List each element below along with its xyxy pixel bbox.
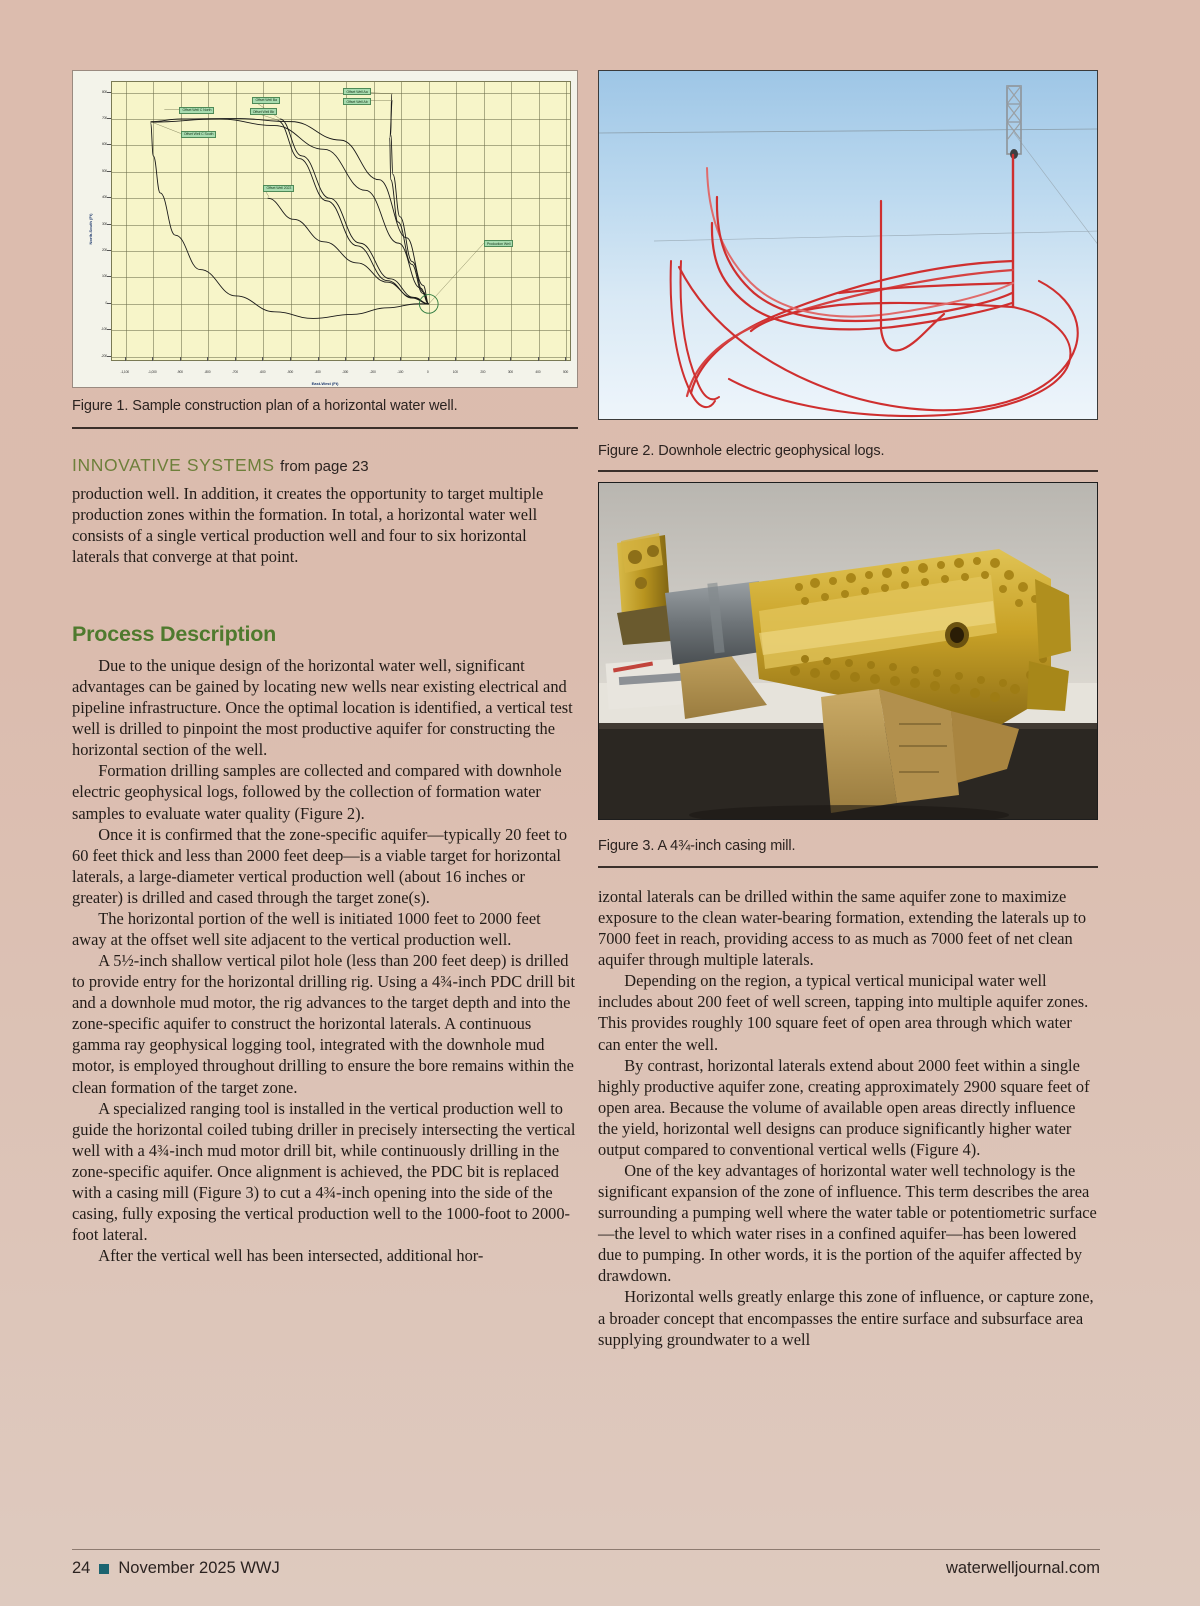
chart-x-tick-mark <box>318 357 319 361</box>
paragraph: Depending on the region, a typical vertical municipal water well includes about 200 feet of well screen, tapping into multiple aquifer zones. This provides roughly 100 square feet of open area through which water can enter the well. <box>598 971 1089 1054</box>
paragraph: A specialized ranging tool is installed in the vertical production well to guide the horizontal coiled tubing driller in precisely intersecting the vertical well with a 4¾-inch mud motor drill bit, while continuously drilling in the zone-specific aquifer. Once alignment is achieved, the PDC bit is replaced with a casing mill (Figure 3) to cut a 4¾-inch opening into the side of the casing, fully exposing the vertical production well to the 1000-foot to 2000-foot lateral. <box>72 1098 576 1245</box>
kicker-section-label: INNOVATIVE SYSTEMS <box>72 455 275 475</box>
chart-callout-label: Offset Well 2023 <box>263 185 294 192</box>
chart-callout-label: Offset Well C North <box>179 107 214 114</box>
chart-x-tick-label: -800 <box>204 370 211 374</box>
figure-3-caption: Figure 3. A 4¾-inch casing mill. <box>598 838 796 854</box>
chart-y-tick-label: -200 <box>101 353 107 358</box>
chart-y-tick-label: 100 <box>101 274 107 279</box>
paragraph: Formation drilling samples are collected and compared with downhole electric geophysical logs, followed by the collection of formation water samples to evaluate water quality (Figure 2). <box>72 761 562 823</box>
chart-series-path <box>151 118 429 303</box>
chart-x-tick-label: -500 <box>287 370 294 374</box>
chart-y-tick-label: -100 <box>101 327 107 332</box>
figure-3-svg <box>599 483 1098 820</box>
figure-1-chart <box>72 70 578 388</box>
chart-x-tick-mark <box>345 357 346 361</box>
paragraph: After the vertical well has been intersected, additional hor- <box>98 1246 484 1266</box>
chart-x-tick-mark <box>125 357 126 361</box>
chart-y-axis-title: North-South (Ft) <box>87 213 93 245</box>
chart-y-tick-mark <box>107 197 111 198</box>
figure-3-casing-mill-photo <box>598 482 1098 820</box>
figure-2-rule <box>598 470 1098 472</box>
chart-y-tick-label: 700 <box>101 115 107 120</box>
figure-2-caption: Figure 2. Downhole electric geophysical logs. <box>598 443 885 459</box>
chart-callout-label: Offset Well C South <box>181 131 217 138</box>
chart-x-tick-label: -400 <box>314 370 321 374</box>
chart-series-path <box>151 119 429 304</box>
chart-x-tick-mark <box>180 357 181 361</box>
chart-series-path <box>390 100 429 303</box>
chart-x-tick-label: -1,100 <box>120 370 129 374</box>
paragraph: One of the key advantages of horizontal water well technology is the significant expansion of the zone of influence. This term describes the area surrounding a pumping well where the water table or potentiometric surface—the level to which water rises in a confined aquifer—has been lowered due to pumping. In other words, it is the portion of the aquifer affected by drawdown. <box>598 1161 1097 1286</box>
chart-x-tick-label: 500 <box>562 370 569 374</box>
chart-x-tick-mark <box>262 357 263 361</box>
paragraph: Due to the unique design of the horizontal water well, significant advantages can be gained by locating new wells near existing electrical and pipeline infrastructure. Once the optimal location is identified, a vertical test well is drilled to pinpoint the most productive aquifer for constructing the horizontal section of the well. <box>72 656 573 760</box>
chart-y-tick-label: 500 <box>101 168 107 173</box>
paragraph: A 5½-inch shallow vertical pilot hole (less than 200 feet deep) is drilled to provide entry for the horizontal drilling rig. Using a 4¾-inch PDC drill bit and a downhole mud motor, the rig advances to the target depth and into the zone-specific aquifer to construct the horizontal laterals. A continuous gamma ray geophysical logging tool, integrated with the downhole mud motor, is employed throughout drilling to ensure the bore remains within the clean formation of the target zone. <box>72 951 576 1097</box>
chart-y-tick-mark <box>107 144 111 145</box>
figure-1-caption: Figure 1. Sample construction plan of a horizontal water well. <box>72 398 458 414</box>
chart-y-tick-mark <box>107 118 111 119</box>
footer-rule <box>72 1549 1100 1550</box>
chart-y-tick-mark <box>105 300 111 305</box>
section-kicker <box>72 455 369 476</box>
drilling-derrick-icon <box>1007 86 1021 159</box>
chart-callout-label: Offset Well Ab <box>343 98 370 105</box>
chart-x-tick-label: 400 <box>535 370 541 374</box>
chart-callout-leader <box>429 243 484 304</box>
figure-3-rule <box>598 866 1098 868</box>
figure-1-rule <box>72 427 578 429</box>
chart-x-tick-label: -1,000 <box>148 370 157 374</box>
chart-y-tick-label: 800 <box>101 89 107 94</box>
figure-2-svg <box>599 71 1098 420</box>
chart-y-tick-mark <box>107 250 111 251</box>
chart-x-tick-label: -700 <box>231 370 238 374</box>
left-column-intro <box>72 483 578 567</box>
footer-left <box>72 1559 280 1578</box>
chart-x-tick-label: -200 <box>369 370 376 374</box>
square-bullet-icon <box>99 1564 109 1574</box>
chart-y-tick-mark <box>107 92 111 93</box>
paragraph: Once it is confirmed that the zone-specific aquifer—typically 20 feet to 60 feet thick and less than 2000 feet deep—is a viable target for horizontal laterals, a large-diameter vertical production well (about 16 inches or greater) is drilled and cased through the target zone(s). <box>72 824 568 907</box>
chart-series-path <box>151 123 429 318</box>
chart-x-tick-label: -300 <box>342 370 349 374</box>
chart-callout-label: Offset Well Bb <box>250 108 277 115</box>
left-column-body <box>72 655 578 1266</box>
paragraph: By contrast, horizontal laterals extend about 2000 feet within a single highly productive aquifer zone, creating approximately 2900 square feet of open area. Because the volume of available open areas directly influence the yield, horizontal well designs can produce significantly higher water output compared to conventional vertical wells (Figure 4). <box>598 1055 1090 1159</box>
paragraph: The horizontal portion of the well is initiated 1000 feet to 2000 feet away at the offset well site adjacent to the vertical production well. <box>72 908 541 950</box>
chart-x-tick-mark <box>235 357 236 361</box>
page-number: 24 <box>72 1559 91 1577</box>
chart-x-axis-title: East-West (Ft) <box>311 381 339 386</box>
right-column-body <box>598 886 1098 1350</box>
chart-x-tick-mark <box>207 357 208 361</box>
chart-x-tick-label: -100 <box>397 370 404 374</box>
chart-x-tick-mark <box>483 357 484 361</box>
chart-series-path <box>280 119 429 304</box>
chart-x-tick-label: -600 <box>259 370 266 374</box>
chart-callout-label: Offset Well Ba <box>252 97 279 104</box>
chart-x-tick-label: 0 <box>426 370 429 374</box>
chart-x-tick-label: 200 <box>480 370 486 374</box>
paragraph: izontal laterals can be drilled within the same aquifer zone to maximize exposure to the clean water-bearing formation, extending the laterals up to 7000 feet in reach, providing access to as much as 7000 feet of net clean aquifer through multiple laterals. <box>598 887 1087 970</box>
chart-y-tick-label: 300 <box>101 221 107 226</box>
kicker-continued-label: from page 23 <box>280 458 369 475</box>
chart-y-tick-label: 200 <box>101 248 107 253</box>
chart-x-tick-mark <box>152 357 153 361</box>
chart-y-tick-label: 0 <box>105 300 107 305</box>
chart-x-tick-mark <box>400 357 401 361</box>
chart-y-tick-mark <box>107 171 111 172</box>
chart-x-tick-mark <box>510 357 511 361</box>
figure-2-geophysical-logs <box>598 70 1098 420</box>
chart-x-tick-label: -900 <box>176 370 183 374</box>
paragraph: production well. In addition, it creates the opportunity to target multiple production zones within the formation. In total, a horizontal water well consists of a single vertical production well and four to six horizontal laterals that converge at that point. <box>72 484 544 567</box>
paragraph: Horizontal wells greatly enlarge this zone of influence, or capture zone, a broader concept that encompasses the entire surface and subsurface area supplying groundwater to a well <box>598 1287 1094 1349</box>
chart-series-path <box>391 94 429 304</box>
chart-x-tick-mark <box>565 357 566 361</box>
chart-y-tick-label: 400 <box>101 195 107 200</box>
chart-series-layer <box>112 82 571 361</box>
chart-callout-leader <box>151 122 181 134</box>
chart-y-tick-mark <box>107 329 111 330</box>
chart-x-tick-label: 100 <box>452 370 458 374</box>
chart-x-tick-mark <box>373 357 374 361</box>
chart-x-tick-mark <box>428 357 429 361</box>
chart-x-tick-mark <box>290 357 291 361</box>
chart-x-tick-label: 300 <box>507 370 513 374</box>
chart-x-tick-mark <box>455 357 456 361</box>
chart-y-tick-mark <box>107 276 111 277</box>
chart-callout-label: Offset Well Aa <box>343 88 370 95</box>
issue-label: November 2025 WWJ <box>118 1559 280 1577</box>
chart-callout-label: Production Well <box>484 240 514 247</box>
chart-x-tick-mark <box>538 357 539 361</box>
chart-y-tick-label: 600 <box>101 142 107 147</box>
chart-y-tick-mark <box>107 356 111 357</box>
website-label: waterwelljournal.com <box>945 1559 1100 1577</box>
process-description-heading: Process Description <box>72 622 277 646</box>
chart-y-tick-mark <box>107 224 111 225</box>
